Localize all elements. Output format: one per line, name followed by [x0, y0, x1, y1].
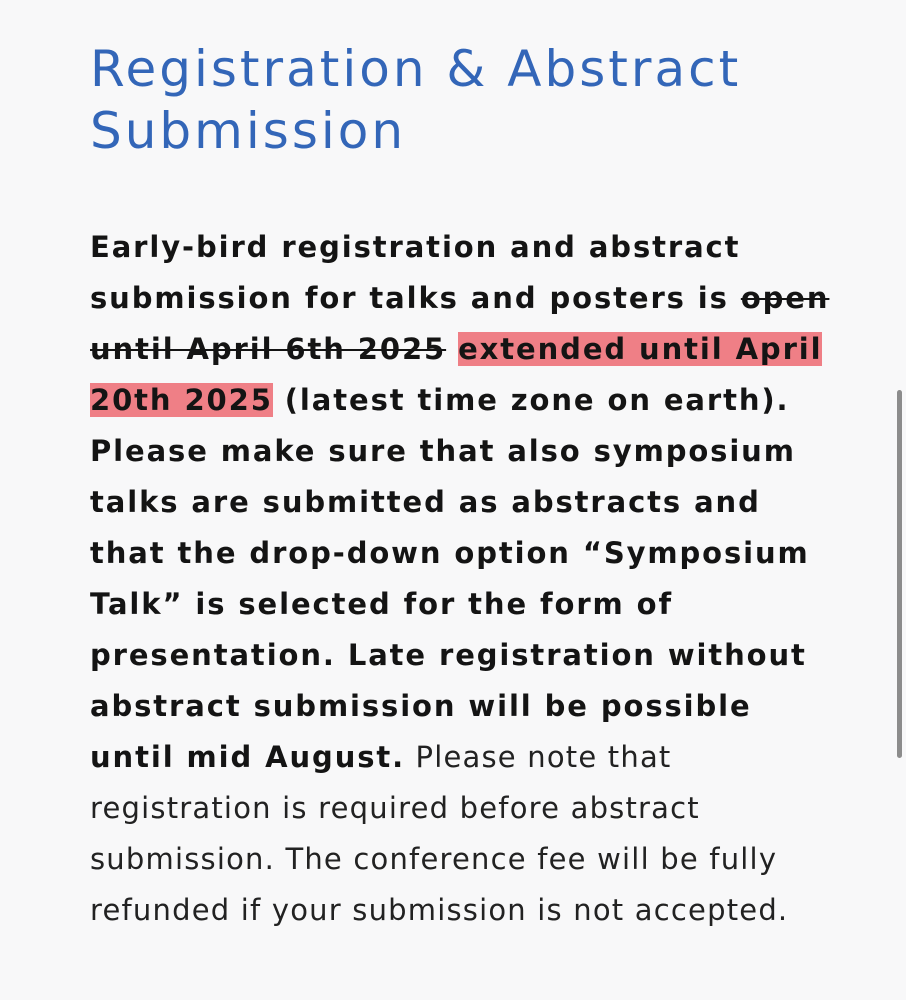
- paragraph-regular-rest: Please note that registration is required before abstract submission. The conference fee will be fully refunded if your submission is not accepted.: [90, 740, 789, 927]
- vertical-scrollbar[interactable]: [897, 390, 902, 758]
- main-content: [90, 38, 830, 936]
- paragraph-intro: Early-bird registration and abstract submission for talks and posters is: [90, 230, 741, 315]
- old-deadline-struck: open until April 6th 2025: [90, 281, 830, 366]
- page-title-line1: Registration & Abstract: [90, 40, 742, 98]
- paragraph-bold-rest: (latest time zone on earth). Please make sure that also symposium talks are submitted as abstracts and that the drop-down option “Symposium Talk” is selected for the form of presentation. Late registration without abstract submission will be possible until mid August.: [90, 383, 810, 774]
- page-title-line2: Submission: [90, 102, 407, 160]
- registration-paragraph: [90, 222, 830, 936]
- paragraph-space: [446, 332, 458, 366]
- extended-deadline-highlight: extended until April 20th 2025: [90, 332, 823, 417]
- page-title: [90, 38, 830, 162]
